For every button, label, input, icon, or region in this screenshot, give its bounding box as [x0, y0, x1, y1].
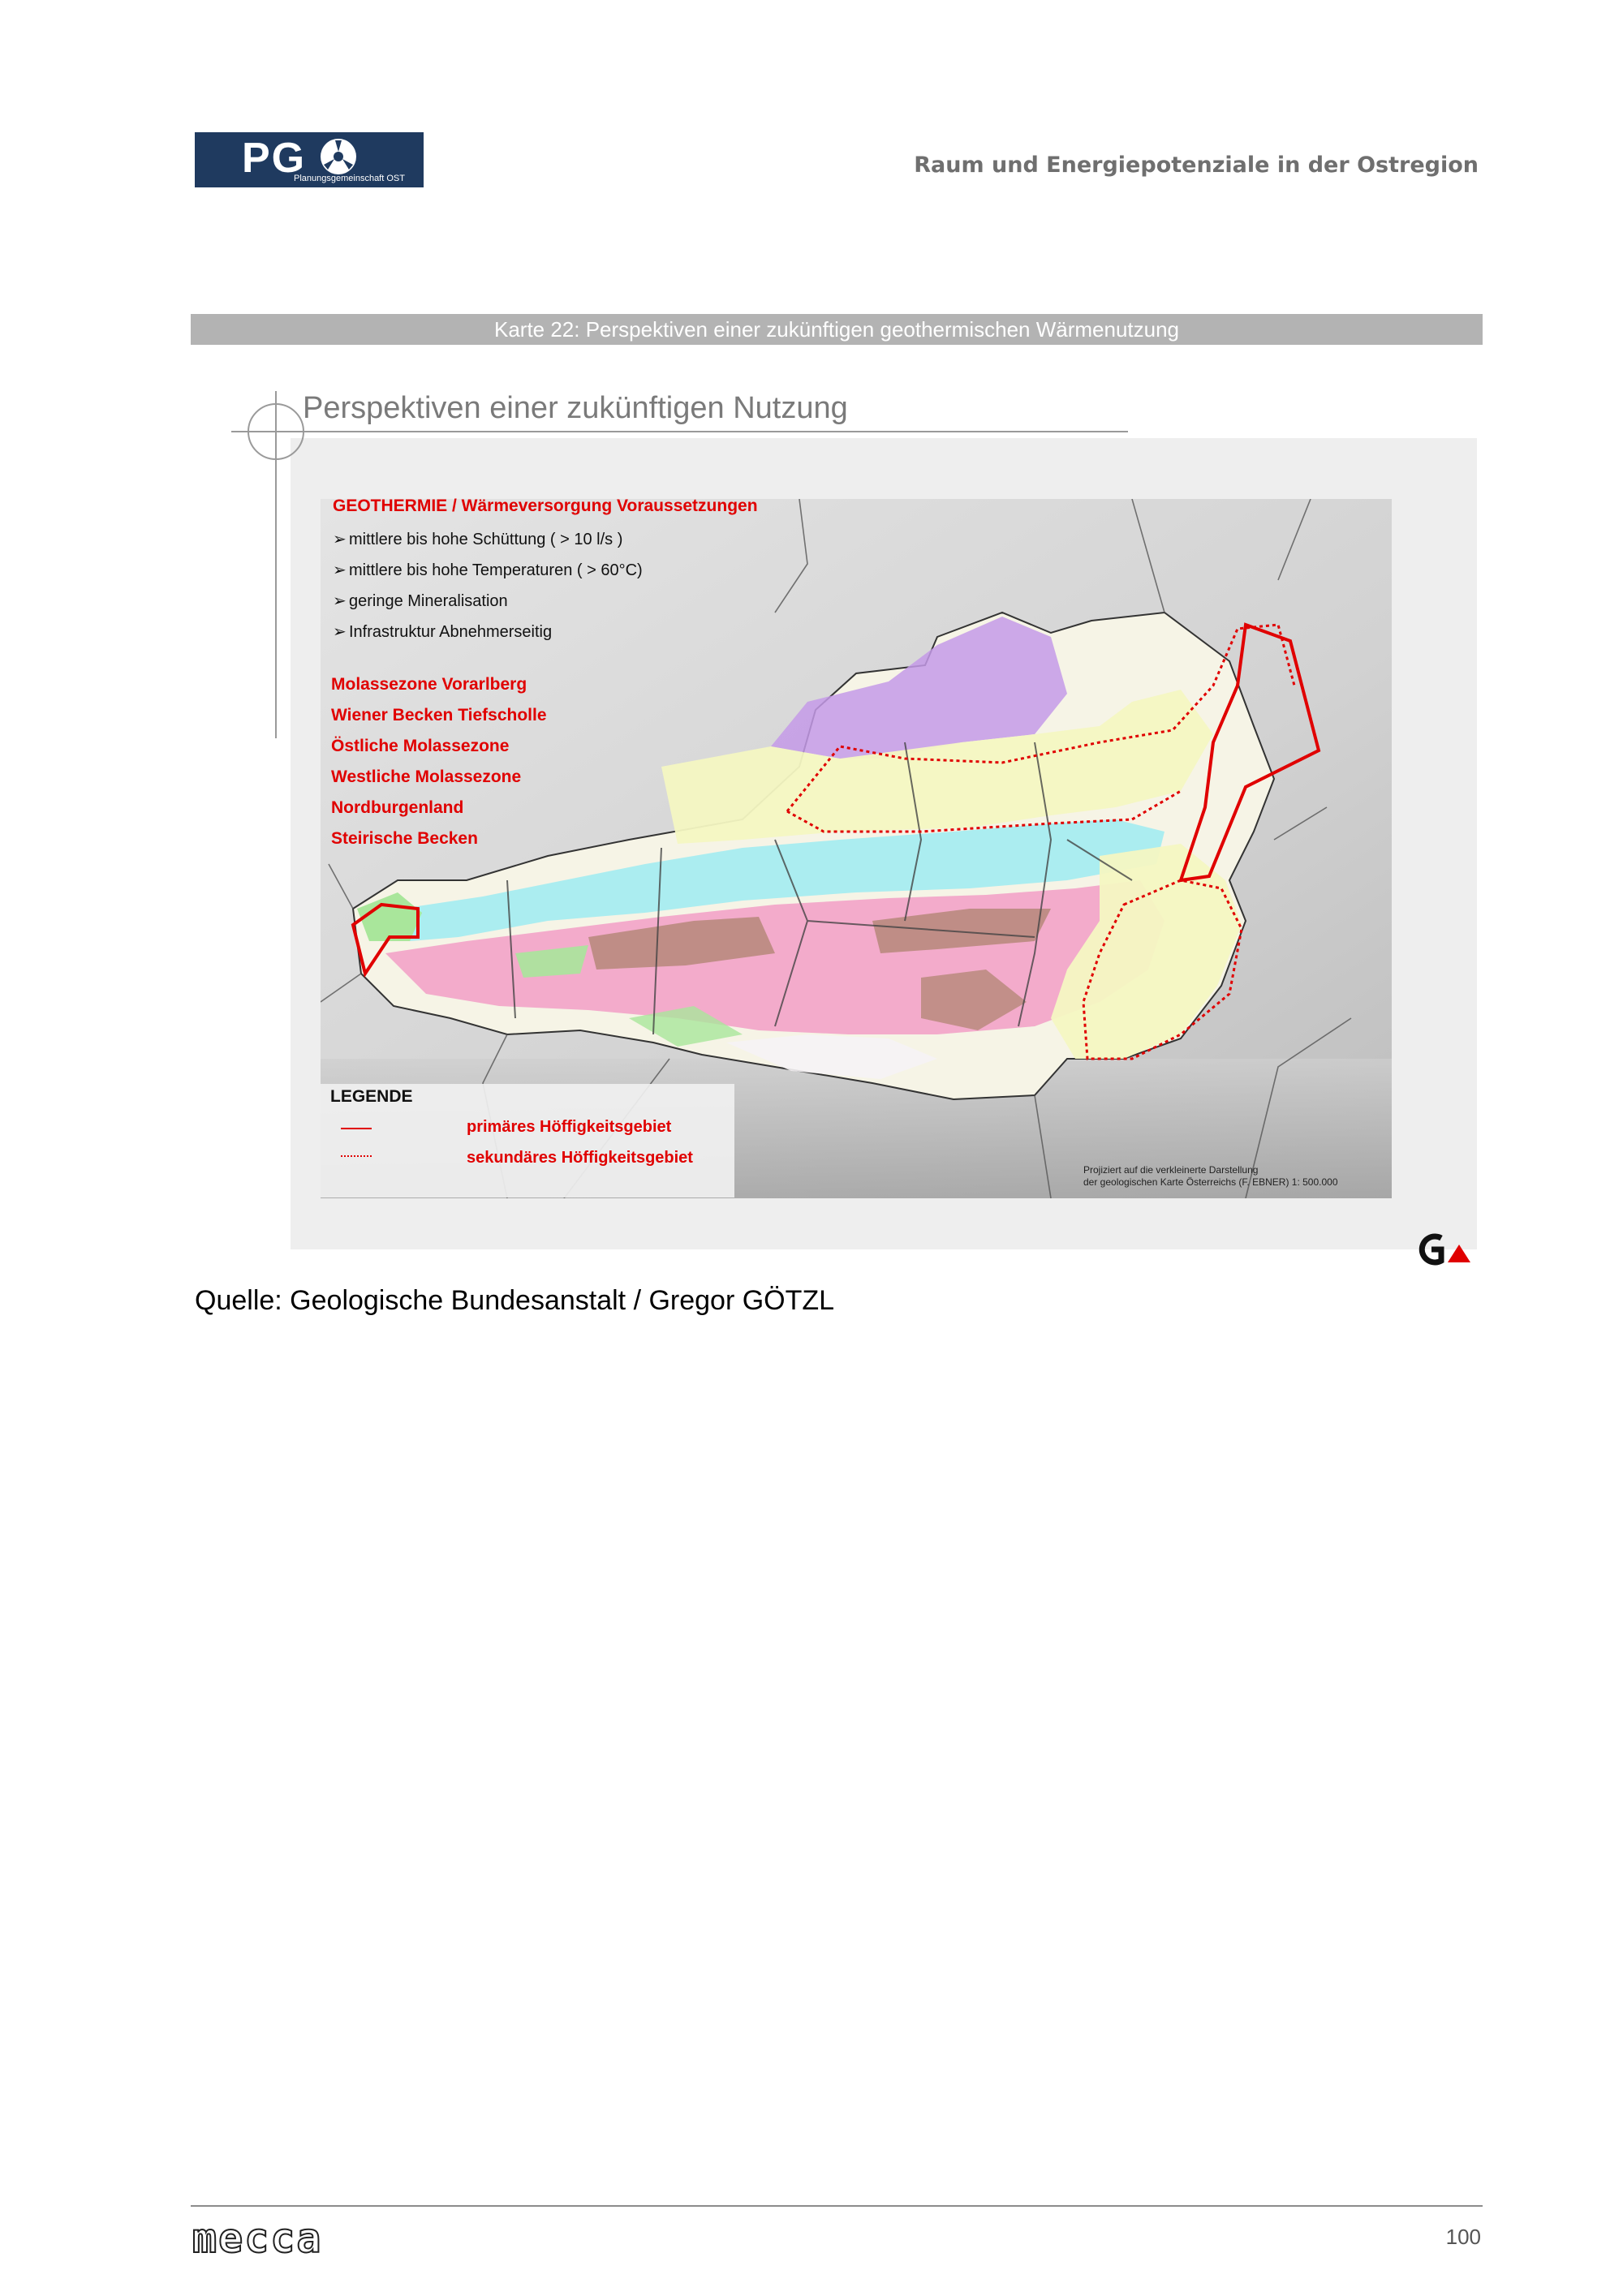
pg-logo-letters: PG: [242, 135, 307, 182]
requirements-heading: GEOTHERMIE / Wärmeversorgung Voraussetzungen: [333, 497, 758, 515]
caption-bar: [191, 314, 1483, 345]
propeller-icon: [319, 137, 358, 176]
region-item: Molassezone Vorarlberg: [331, 675, 527, 694]
requirement-item: [333, 591, 508, 611]
region-item: Steirische Becken: [331, 829, 478, 848]
projection-note-line: Projiziert auf die verkleinerte Darstellung: [1083, 1164, 1259, 1176]
map-legend: [321, 1084, 734, 1197]
footer-rule: [191, 2205, 1483, 2207]
map-figure: [227, 381, 1477, 1298]
arrow-icon: ➢: [333, 561, 347, 579]
title-underline: [682, 430, 1136, 435]
requirement-text: geringe Mineralisation: [349, 592, 508, 610]
requirement-item: [333, 560, 643, 580]
mecca-logo: mecca: [192, 2215, 323, 2262]
pg-logo-subtitle: Planungsgemeinschaft OST: [294, 174, 405, 183]
page-number: 100: [1445, 2225, 1481, 2249]
primary-line-swatch: [341, 1128, 372, 1129]
projection-note: [1083, 1164, 1338, 1189]
legend-secondary-label: sekundäres Höffigkeitsgebiet: [467, 1149, 693, 1167]
requirement-text: mittlere bis hohe Temperaturen ( > 60°C): [349, 561, 643, 579]
source-text: Quelle: Geologische Bundesanstalt / Gregor GÖTZL: [195, 1285, 835, 1316]
arrow-icon: ➢: [333, 623, 347, 641]
geological-survey-logo: [1412, 1232, 1477, 1267]
region-item: Östliche Molassezone: [331, 737, 510, 755]
region-item: Nordburgenland: [331, 798, 464, 817]
legend-title: LEGENDE: [330, 1087, 413, 1106]
projection-note-line: der geologischen Karte Österreichs (F. EBNER) 1: 500.000: [1083, 1176, 1338, 1188]
header-title: Raum und Energiepotenziale in der Ostregion: [914, 153, 1479, 178]
region-item: Wiener Becken Tiefscholle: [331, 706, 547, 724]
legend-primary-label: primäres Höffigkeitsgebiet: [467, 1118, 672, 1136]
region-item: Westliche Molassezone: [331, 767, 522, 786]
requirement-item: [333, 529, 622, 549]
secondary-line-swatch: [341, 1155, 372, 1157]
requirement-item: [333, 621, 552, 642]
arrow-icon: ➢: [333, 531, 347, 548]
pg-logo: [195, 132, 424, 187]
requirement-text: Infrastruktur Abnehmerseitig: [349, 623, 553, 641]
arrow-icon: ➢: [333, 592, 347, 610]
requirement-text: mittlere bis hohe Schüttung ( > 10 l/s ): [349, 531, 623, 548]
caption-text: Karte 22: Perspektiven einer zukünftigen geothermischen Wärmenutzung: [493, 317, 1180, 342]
figure-title: Perspektiven einer zukünftigen Nutzung: [303, 391, 848, 425]
